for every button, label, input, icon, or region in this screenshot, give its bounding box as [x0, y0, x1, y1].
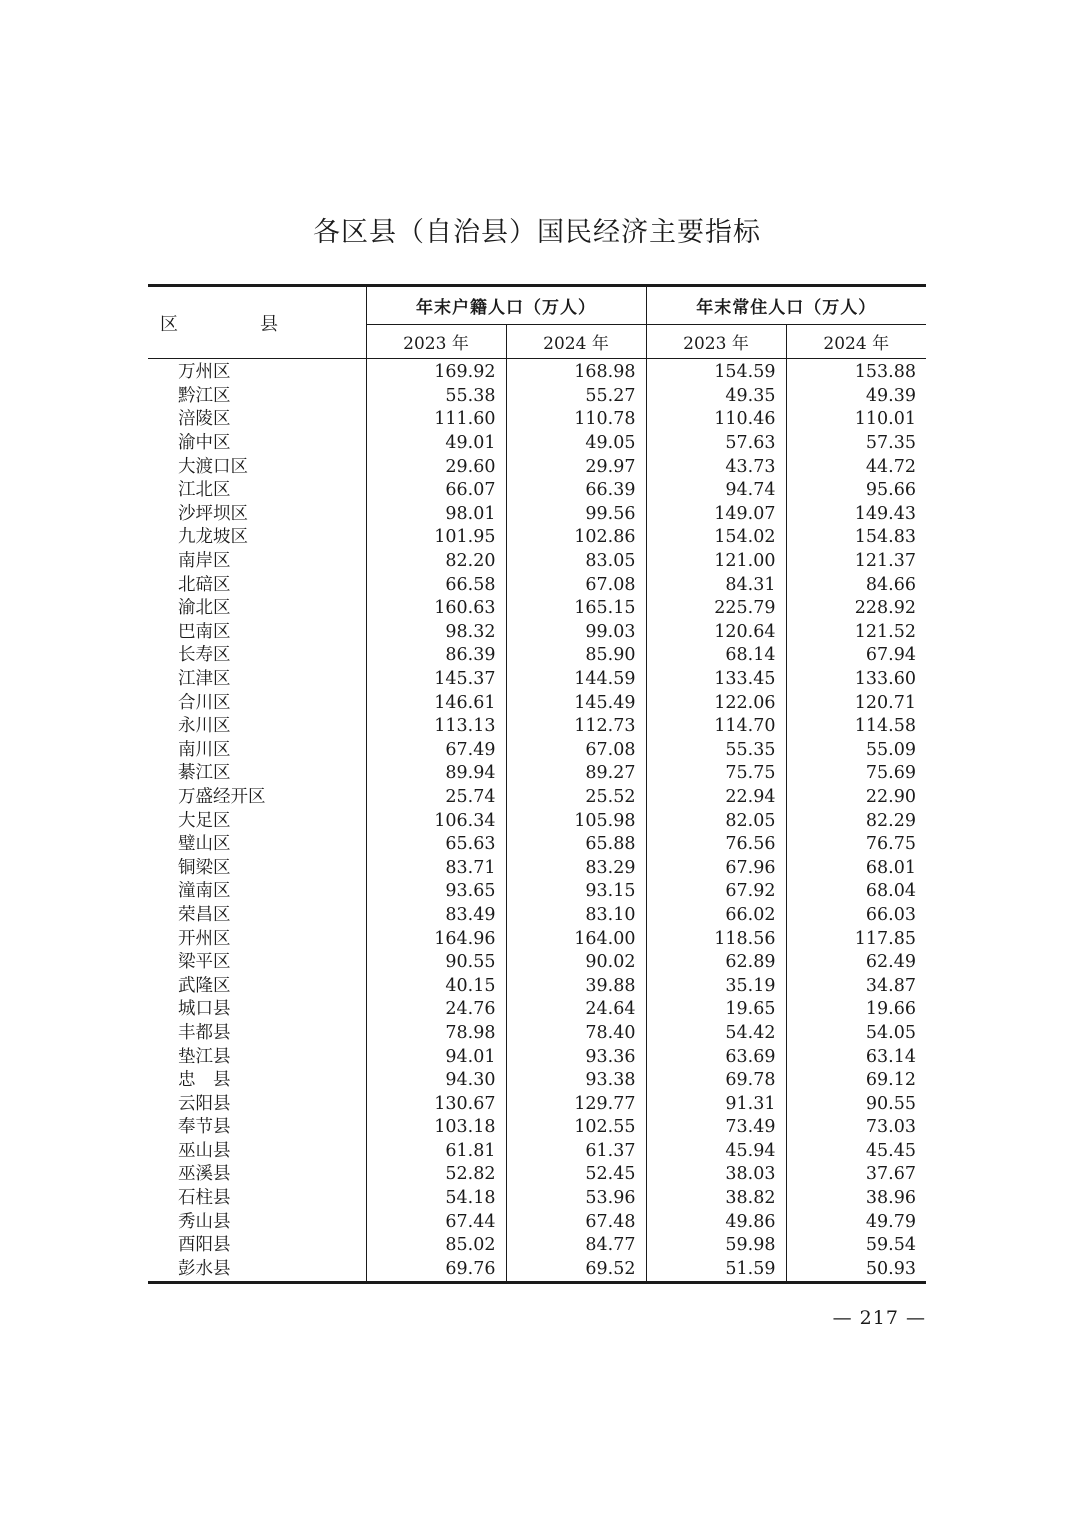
region-name: 綦江区: [178, 763, 231, 784]
value-cell: 68.01: [786, 856, 926, 880]
value-cell: 53.96: [506, 1187, 646, 1211]
region-header-char-1: 区: [160, 313, 178, 335]
region-name: 武隆区: [178, 975, 231, 996]
value-cell: 49.01: [366, 432, 506, 456]
value-cell: 59.54: [786, 1234, 926, 1258]
year-header: 2023 年: [366, 325, 506, 359]
region-name: 奉节县: [178, 1117, 231, 1138]
value-cell: 52.45: [506, 1163, 646, 1187]
value-cell: 54.42: [646, 1022, 786, 1046]
table-row: [148, 974, 926, 998]
table-row: [148, 597, 926, 621]
region-name: 涪陵区: [178, 409, 231, 430]
value-cell: 67.08: [506, 739, 646, 763]
table-row: [148, 668, 926, 692]
value-cell: 76.56: [646, 833, 786, 857]
indicator-table: [148, 284, 926, 1284]
value-cell: 84.66: [786, 573, 926, 597]
value-cell: 69.76: [366, 1258, 506, 1283]
value-cell: 51.59: [646, 1258, 786, 1283]
value-cell: 89.27: [506, 762, 646, 786]
table-row: [148, 550, 926, 574]
value-cell: 84.77: [506, 1234, 646, 1258]
region-name: 永川区: [178, 716, 231, 737]
value-cell: 73.03: [786, 1116, 926, 1140]
region-name: 沙坪坝区: [178, 503, 248, 524]
value-cell: 154.02: [646, 526, 786, 550]
value-cell: 67.49: [366, 739, 506, 763]
region-name: 城口县: [178, 999, 231, 1020]
table-row: [148, 479, 926, 503]
value-cell: 129.77: [506, 1092, 646, 1116]
value-cell: 164.00: [506, 927, 646, 951]
value-cell: 164.96: [366, 927, 506, 951]
year-header: 2024 年: [506, 325, 646, 359]
value-cell: 82.05: [646, 809, 786, 833]
value-cell: 154.59: [646, 359, 786, 385]
year-header: 2023 年: [646, 325, 786, 359]
region-name: 江津区: [178, 669, 231, 690]
value-cell: 45.45: [786, 1140, 926, 1164]
table-row: [148, 503, 926, 527]
value-cell: 68.14: [646, 644, 786, 668]
page-number: — 217 —: [832, 1307, 926, 1329]
table-row: [148, 1116, 926, 1140]
region-name: 酉阳县: [178, 1235, 231, 1256]
value-cell: 103.18: [366, 1116, 506, 1140]
value-cell: 113.13: [366, 715, 506, 739]
value-cell: 52.82: [366, 1163, 506, 1187]
region-name: 丰都县: [178, 1022, 231, 1043]
value-cell: 93.36: [506, 1045, 646, 1069]
value-cell: 121.37: [786, 550, 926, 574]
table-row: [148, 644, 926, 668]
value-cell: 75.75: [646, 762, 786, 786]
value-cell: 62.89: [646, 951, 786, 975]
region-name: 开州区: [178, 928, 231, 949]
region-name: 南岸区: [178, 551, 231, 572]
value-cell: 93.15: [506, 880, 646, 904]
value-cell: 65.63: [366, 833, 506, 857]
value-cell: 29.97: [506, 455, 646, 479]
value-cell: 83.29: [506, 856, 646, 880]
region-name: 巴南区: [178, 621, 231, 642]
table-row: [148, 715, 926, 739]
table-row: [148, 998, 926, 1022]
value-cell: 121.00: [646, 550, 786, 574]
value-cell: 66.58: [366, 573, 506, 597]
value-cell: 38.03: [646, 1163, 786, 1187]
region-name: 南川区: [178, 739, 231, 760]
value-cell: 62.49: [786, 951, 926, 975]
table-row: [148, 856, 926, 880]
region-name: 巫山县: [178, 1140, 231, 1161]
value-cell: 83.10: [506, 904, 646, 928]
page-title: 各区县（自治县）国民经济主要指标: [313, 217, 761, 248]
table-row: [148, 1187, 926, 1211]
region-name: 大足区: [178, 810, 231, 831]
table-row: [148, 691, 926, 715]
value-cell: 68.04: [786, 880, 926, 904]
table-row: [148, 385, 926, 409]
value-cell: 49.39: [786, 385, 926, 409]
table-row: [148, 621, 926, 645]
value-cell: 55.09: [786, 739, 926, 763]
region-name: 云阳县: [178, 1093, 231, 1114]
value-cell: 153.88: [786, 359, 926, 385]
value-cell: 112.73: [506, 715, 646, 739]
table-row: [148, 455, 926, 479]
region-name: 璧山区: [178, 834, 231, 855]
value-cell: 50.93: [786, 1258, 926, 1283]
value-cell: 168.98: [506, 359, 646, 385]
region-name: 黔江区: [178, 385, 231, 406]
value-cell: 40.15: [366, 974, 506, 998]
table-row: [148, 1140, 926, 1164]
value-cell: 99.56: [506, 503, 646, 527]
value-cell: 24.76: [366, 998, 506, 1022]
value-cell: 85.02: [366, 1234, 506, 1258]
value-cell: 57.35: [786, 432, 926, 456]
value-cell: 90.02: [506, 951, 646, 975]
value-cell: 55.35: [646, 739, 786, 763]
value-cell: 89.94: [366, 762, 506, 786]
value-cell: 69.52: [506, 1258, 646, 1283]
value-cell: 145.49: [506, 691, 646, 715]
region-name: 长寿区: [178, 645, 231, 666]
value-cell: 84.31: [646, 573, 786, 597]
value-cell: 29.60: [366, 455, 506, 479]
region-name: 万州区: [178, 362, 231, 383]
value-cell: 73.49: [646, 1116, 786, 1140]
value-cell: 146.61: [366, 691, 506, 715]
region-name: 合川区: [178, 692, 231, 713]
value-cell: 22.94: [646, 786, 786, 810]
value-cell: 149.07: [646, 503, 786, 527]
table-row: [148, 739, 926, 763]
region-name: 荣昌区: [178, 904, 231, 925]
value-cell: 118.56: [646, 927, 786, 951]
value-cell: 91.31: [646, 1092, 786, 1116]
value-cell: 75.69: [786, 762, 926, 786]
table-row: [148, 432, 926, 456]
value-cell: 19.66: [786, 998, 926, 1022]
region-name: 秀山县: [178, 1211, 231, 1232]
table-row: [148, 809, 926, 833]
value-cell: 67.48: [506, 1210, 646, 1234]
table-row: [148, 927, 926, 951]
value-cell: 94.01: [366, 1045, 506, 1069]
region-name: 梁平区: [178, 952, 231, 973]
table-row: [148, 1163, 926, 1187]
value-cell: 61.37: [506, 1140, 646, 1164]
value-cell: 102.55: [506, 1116, 646, 1140]
value-cell: 82.29: [786, 809, 926, 833]
value-cell: 225.79: [646, 597, 786, 621]
year-header: 2024 年: [786, 325, 926, 359]
value-cell: 102.86: [506, 526, 646, 550]
region-name: 石柱县: [178, 1188, 231, 1209]
value-cell: 133.45: [646, 668, 786, 692]
value-cell: 78.98: [366, 1022, 506, 1046]
value-cell: 54.05: [786, 1022, 926, 1046]
table-row: [148, 1258, 926, 1283]
table-row: [148, 833, 926, 857]
table-row: [148, 1234, 926, 1258]
value-cell: 76.75: [786, 833, 926, 857]
value-cell: 95.66: [786, 479, 926, 503]
table-row: [148, 1210, 926, 1234]
value-cell: 37.67: [786, 1163, 926, 1187]
table-row: [148, 573, 926, 597]
value-cell: 63.69: [646, 1045, 786, 1069]
table-row: [148, 786, 926, 810]
value-cell: 114.70: [646, 715, 786, 739]
region-name: 北碚区: [178, 574, 231, 595]
value-cell: 90.55: [786, 1092, 926, 1116]
value-cell: 67.44: [366, 1210, 506, 1234]
value-cell: 25.52: [506, 786, 646, 810]
table-row: [148, 526, 926, 550]
region-name: 江北区: [178, 480, 231, 501]
region-name: 渝北区: [178, 598, 231, 619]
value-cell: 35.19: [646, 974, 786, 998]
table-row: [148, 880, 926, 904]
region-column-header: [148, 286, 366, 359]
region-header-char-2: 县: [260, 313, 278, 335]
value-cell: 99.03: [506, 621, 646, 645]
value-cell: 101.95: [366, 526, 506, 550]
value-cell: 85.90: [506, 644, 646, 668]
value-cell: 98.01: [366, 503, 506, 527]
value-cell: 94.30: [366, 1069, 506, 1093]
value-cell: 94.74: [646, 479, 786, 503]
value-cell: 57.63: [646, 432, 786, 456]
value-cell: 145.37: [366, 668, 506, 692]
value-cell: 83.71: [366, 856, 506, 880]
value-cell: 160.63: [366, 597, 506, 621]
value-cell: 67.96: [646, 856, 786, 880]
table-row: [148, 951, 926, 975]
value-cell: 117.85: [786, 927, 926, 951]
value-cell: 43.73: [646, 455, 786, 479]
resident-population-header: 年末常住人口（万人）: [646, 286, 926, 325]
value-cell: 67.08: [506, 573, 646, 597]
region-name: 彭水县: [148, 1258, 366, 1283]
table-row: [148, 1022, 926, 1046]
value-cell: 54.18: [366, 1187, 506, 1211]
value-cell: 82.20: [366, 550, 506, 574]
region-name: 铜梁区: [178, 857, 231, 878]
value-cell: 86.39: [366, 644, 506, 668]
region-name: 大渡口区: [178, 456, 248, 477]
value-cell: 93.65: [366, 880, 506, 904]
value-cell: 66.39: [506, 479, 646, 503]
value-cell: 55.27: [506, 385, 646, 409]
region-name: 九龙坡区: [178, 527, 248, 548]
value-cell: 38.82: [646, 1187, 786, 1211]
value-cell: 90.55: [366, 951, 506, 975]
value-cell: 55.38: [366, 385, 506, 409]
value-cell: 67.92: [646, 880, 786, 904]
value-cell: 69.12: [786, 1069, 926, 1093]
table-row: [148, 762, 926, 786]
value-cell: 24.64: [506, 998, 646, 1022]
region-name: 渝中区: [178, 433, 231, 454]
value-cell: 120.71: [786, 691, 926, 715]
value-cell: 34.87: [786, 974, 926, 998]
value-cell: 144.59: [506, 668, 646, 692]
value-cell: 122.06: [646, 691, 786, 715]
value-cell: 98.32: [366, 621, 506, 645]
value-cell: 59.98: [646, 1234, 786, 1258]
value-cell: 110.01: [786, 408, 926, 432]
value-cell: 49.86: [646, 1210, 786, 1234]
value-cell: 121.52: [786, 621, 926, 645]
value-cell: 38.96: [786, 1187, 926, 1211]
value-cell: 67.94: [786, 644, 926, 668]
value-cell: 63.14: [786, 1045, 926, 1069]
region-name: 万盛经开区: [178, 786, 266, 807]
value-cell: 61.81: [366, 1140, 506, 1164]
value-cell: 65.88: [506, 833, 646, 857]
value-cell: 111.60: [366, 408, 506, 432]
value-cell: 93.38: [506, 1069, 646, 1093]
value-cell: 49.35: [646, 385, 786, 409]
value-cell: 110.46: [646, 408, 786, 432]
region-name: 忠 县: [178, 1070, 231, 1091]
table-row: [148, 1045, 926, 1069]
table-row: [148, 1069, 926, 1093]
region-name: 垫江县: [178, 1046, 231, 1067]
value-cell: 39.88: [506, 974, 646, 998]
value-cell: 66.02: [646, 904, 786, 928]
value-cell: 22.90: [786, 786, 926, 810]
value-cell: 110.78: [506, 408, 646, 432]
region-name: 潼南区: [178, 881, 231, 902]
value-cell: 228.92: [786, 597, 926, 621]
value-cell: 44.72: [786, 455, 926, 479]
value-cell: 106.34: [366, 809, 506, 833]
value-cell: 165.15: [506, 597, 646, 621]
value-cell: 130.67: [366, 1092, 506, 1116]
value-cell: 45.94: [646, 1140, 786, 1164]
value-cell: 83.05: [506, 550, 646, 574]
region-name: 巫溪县: [178, 1164, 231, 1185]
table-row: [148, 408, 926, 432]
table-row: [148, 904, 926, 928]
value-cell: 49.05: [506, 432, 646, 456]
table-body: [148, 359, 926, 1283]
value-cell: 66.07: [366, 479, 506, 503]
value-cell: 114.58: [786, 715, 926, 739]
value-cell: 169.92: [366, 359, 506, 385]
value-cell: 154.83: [786, 526, 926, 550]
value-cell: 19.65: [646, 998, 786, 1022]
table-row: [148, 359, 926, 385]
value-cell: 25.74: [366, 786, 506, 810]
value-cell: 78.40: [506, 1022, 646, 1046]
value-cell: 69.78: [646, 1069, 786, 1093]
value-cell: 105.98: [506, 809, 646, 833]
registered-population-header: 年末户籍人口（万人）: [366, 286, 646, 325]
table-row: [148, 1092, 926, 1116]
value-cell: 49.79: [786, 1210, 926, 1234]
value-cell: 149.43: [786, 503, 926, 527]
value-cell: 133.60: [786, 668, 926, 692]
value-cell: 66.03: [786, 904, 926, 928]
value-cell: 120.64: [646, 621, 786, 645]
value-cell: 83.49: [366, 904, 506, 928]
